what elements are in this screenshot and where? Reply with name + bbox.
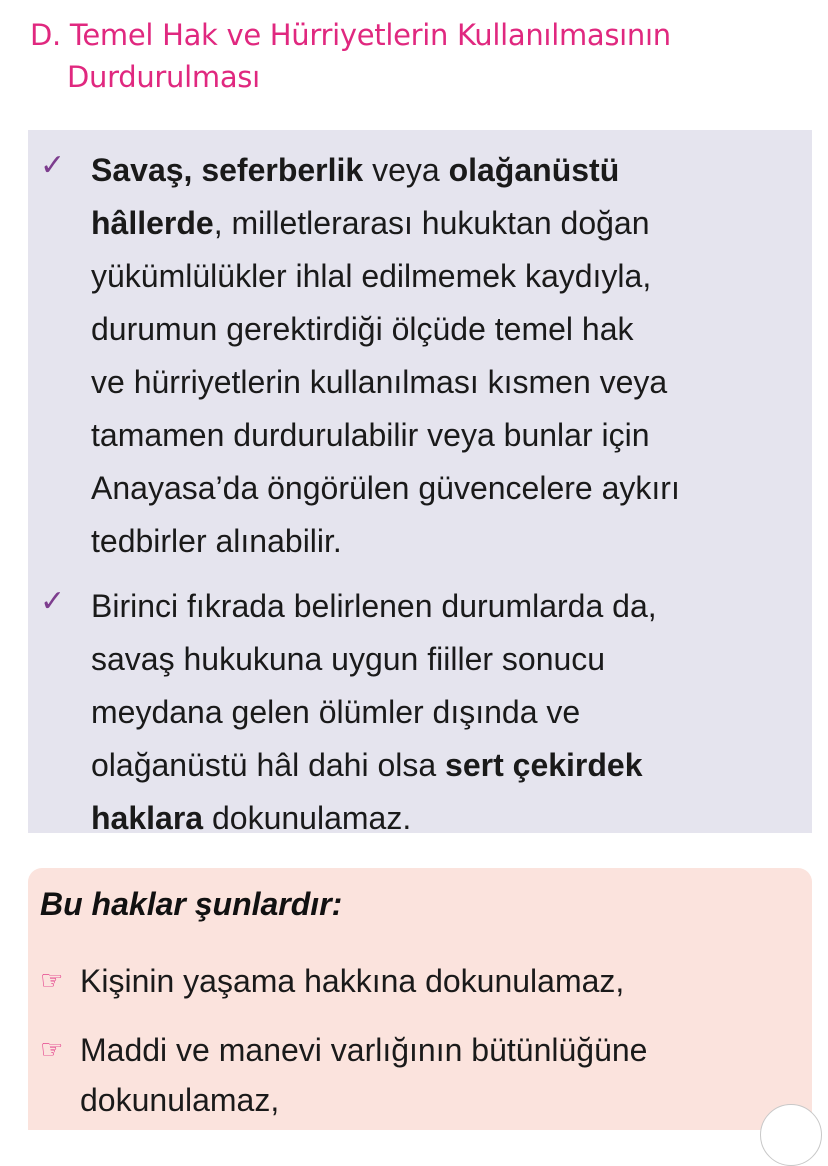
checkmark-icon: ✓ [40, 148, 66, 183]
rights-box [28, 868, 812, 1130]
text-line: olağanüstü hâl dahi olsa sert çekirdek [91, 747, 643, 783]
item-text [91, 580, 803, 845]
rights-entry [80, 1025, 800, 1125]
item-text [91, 144, 803, 568]
content-box [28, 130, 812, 836]
rights-entry [80, 956, 800, 1006]
text-line: ve hürriyetlerin kullanılması kısmen veya [91, 364, 668, 400]
text-line: Savaş, seferberlik veya olağanüstü [91, 152, 620, 188]
text-line: Anayasa’da öngörülen güvencelere aykırı [91, 470, 680, 506]
emphasis-text: hâllerde [91, 205, 214, 241]
emphasis-text: olağanüstü [448, 152, 620, 188]
section-title-line1: Temel Hak ve Hürriyetlerin Kullanılmasının [69, 18, 671, 52]
emphasis-text: haklara [91, 800, 204, 836]
section-letter: D. [30, 18, 61, 52]
text-line: dokunulamaz, [80, 1082, 280, 1118]
emphasis-text: sert çekirdek [445, 747, 643, 783]
text-line: meydana gelen ölümler dışında ve [91, 694, 581, 730]
checkmark-icon: ✓ [40, 584, 66, 619]
section-title-line2: Durdurulması [67, 60, 260, 94]
pointing-hand-icon: ☞ [40, 966, 64, 996]
text-line: durumun gerektirdiği ölçüde temel hak [91, 311, 634, 347]
text-line: Maddi ve manevi varlığının bütünlüğüne [80, 1032, 648, 1068]
pointing-hand-icon: ☞ [40, 1035, 64, 1065]
emphasis-text: Savaş, seferberlik [91, 152, 364, 188]
text-line: savaş hukukuna uygun fiiller sonucu [91, 641, 606, 677]
text-line: hâllerde, milletlerarası hukuktan doğan [91, 205, 650, 241]
page-corner-button[interactable] [760, 1104, 822, 1166]
text-line: yükümlülükler ihlal edilmemek kaydıyla, [91, 258, 652, 294]
rights-title: Bu haklar şunlardır: [40, 886, 343, 922]
section-heading [30, 14, 810, 98]
text-line: Birinci fıkrada belirlenen durumlarda da, [91, 588, 657, 624]
text-line: tamamen durdurulabilir veya bunlar için [91, 417, 650, 453]
text-line: haklara dokunulamaz. [91, 800, 412, 836]
text-line: tedbirler alınabilir. [91, 523, 342, 559]
text-line: Kişinin yaşama hakkına dokunulamaz, [80, 963, 625, 999]
